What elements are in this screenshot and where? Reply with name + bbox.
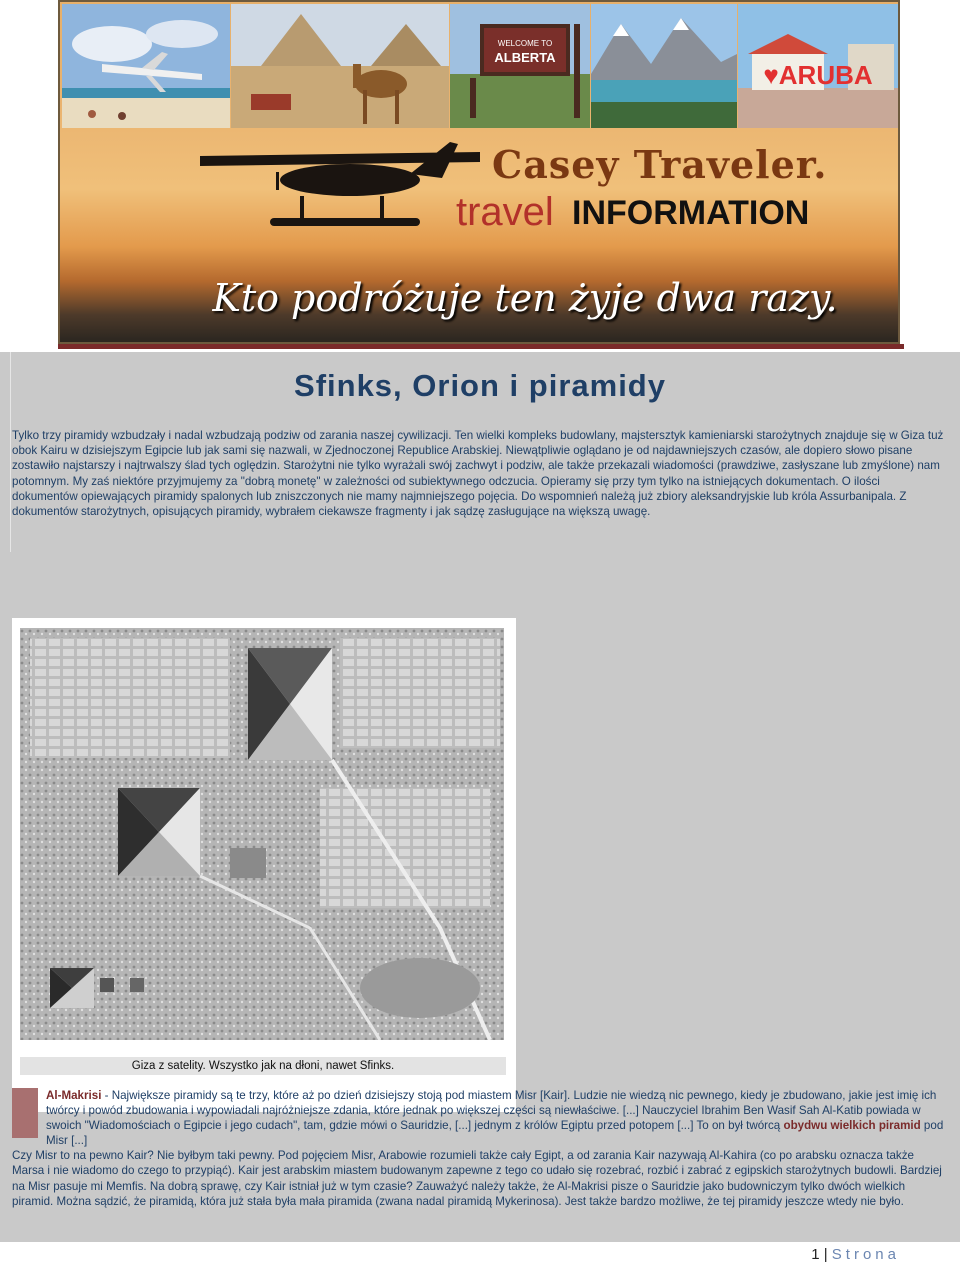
intro-paragraph: Tylko trzy piramidy wzbudzały i nadal wzbudzają podziw od zarania naszej cywilizacji. Ten wielki kompleks budowlany, majstersztyk kamieniarski starożytnych znajduje się w Giza tuż obok Kairu w dzisiejszym Egipcie lub jak sami się nazwali, w Zjednoczonej Republice Arabskiej. Niewątpliwie oglądano je od najdawniejszych czasów, ale dopiero słowo pisane zostawiło najstarszy i najtrwalszy ślad tych oględzin. Starożytni nie tylko wyrażali swój zachwyt i podziw, ale także przekazali wiadomości (prawdziwe, zasłyszane lub zmyślone) nam potomnym. My zaś niektóre przyjmujemy za "dobrą monetę" w zależności od subiektywnego odczucia. Opieramy się przy tym tylko na istniejących dokumentach. O ilości dokumentów opiewających piramidy spalonych lub zniszczonych nie mamy najmniejszego pojęcia. Do wspomnień należą już zbiory aleksandryjskie lub króla Assurbanipala. Z dokumentów starożytnych, opisujących piramidy, wybrałem ciekawsze fragmenty i jak sądzę zasługujące na większą uwagę. bbox=[12, 429, 944, 519]
content-area bbox=[0, 352, 960, 1242]
photo-airplane-beach bbox=[62, 4, 230, 128]
body-paragraph: Czy Misr to na pewno Kair? Nie byłbym taki pewny. Pod pojęciem Misr, Arabowie rozumieli także cały Egipt, a od zarania Kair nazywają Al-Kahira (co po arabsku oznacza także Marsa i nie wiadomo do czego to przypiąć). Kair jest arabskim miastem budowanym zapewne z tego co udało się rozebrać, rozbić i zabrać z egipskich starożytnych budowli. Bardziej na Misr pasuje mi Memfis. Na dobrą sprawę, czy Kair istniał już w tym czasie? Zauważyć należy także, że Al-Makrisi pisze o Sauridzie jako budowniczym tylko dwóch wielkich piramid. Można sądzić, że piramidą, która już stała była mała piramida (zwana nadal piramidą Mykerinosa). Jest także bardzo możliwe, że tej piramidy jeszcze wtedy nie było. bbox=[12, 1149, 942, 1209]
svg-text:WELCOME TO: WELCOME TO bbox=[497, 39, 553, 48]
photo-aruba bbox=[738, 4, 900, 128]
footer-separator: | bbox=[823, 1246, 828, 1263]
quote-author: Al-Makrisi bbox=[46, 1089, 102, 1102]
banner-divider bbox=[58, 344, 904, 349]
photo-pyramids-camel bbox=[231, 4, 449, 128]
logo-subtitle-information: INFORMATION bbox=[572, 194, 810, 232]
quote-paragraph bbox=[46, 1088, 946, 1148]
quote-text-part2: pod Misr [...] bbox=[46, 1119, 944, 1147]
banner-motto: Kto podróżuje ten żyje dwa razy. bbox=[212, 276, 838, 320]
logo-subtitle-travel: travel bbox=[456, 190, 554, 234]
header-banner bbox=[58, 0, 900, 344]
page-footer bbox=[811, 1246, 900, 1263]
giza-satellite-image bbox=[20, 628, 504, 1040]
photo-mountain-lake bbox=[591, 4, 737, 128]
quote-accent-bar bbox=[12, 1088, 38, 1138]
logo-title: Casey Traveler. bbox=[492, 142, 828, 187]
svg-text:ALBERTA: ALBERTA bbox=[494, 50, 556, 65]
satellite-figure bbox=[12, 618, 516, 1112]
photo-alberta-sign bbox=[450, 4, 590, 128]
svg-text:♥ARUBA: ♥ARUBA bbox=[763, 60, 873, 90]
page-number: 1 bbox=[811, 1246, 820, 1263]
quote-bold-phrase: obydwu wielkich piramid bbox=[783, 1119, 921, 1132]
footer-page-word: Strona bbox=[831, 1246, 900, 1263]
quote-text-part1: - Największe piramidy są te trzy, które aż po dzień dzisiejszy stoją pod miastem Misr [Kair]. Ludzie nie wiedzą nic pewnego, kiedy je zbudowano, jakie jest imię ich twórcy i powód zbudowania i wypowiadali najróżniejsze zdania, które jednak po większej części są niewłaściwe. [...] Nauczyciel Ibrahim Ben Wasif Sah Al-Katib powiada w swoich "Wiadomościach o Egipcie i jego cudach", tam, gdzie mówi o Sauridzie, [...] jednym z królów Egiptu przed potopem [...] To on był twórcą bbox=[46, 1089, 937, 1132]
figure-caption: Giza z satelity. Wszystko jak na dłoni, nawet Sfinks. bbox=[20, 1057, 506, 1075]
page-title: Sfinks, Orion i piramidy bbox=[294, 368, 666, 403]
